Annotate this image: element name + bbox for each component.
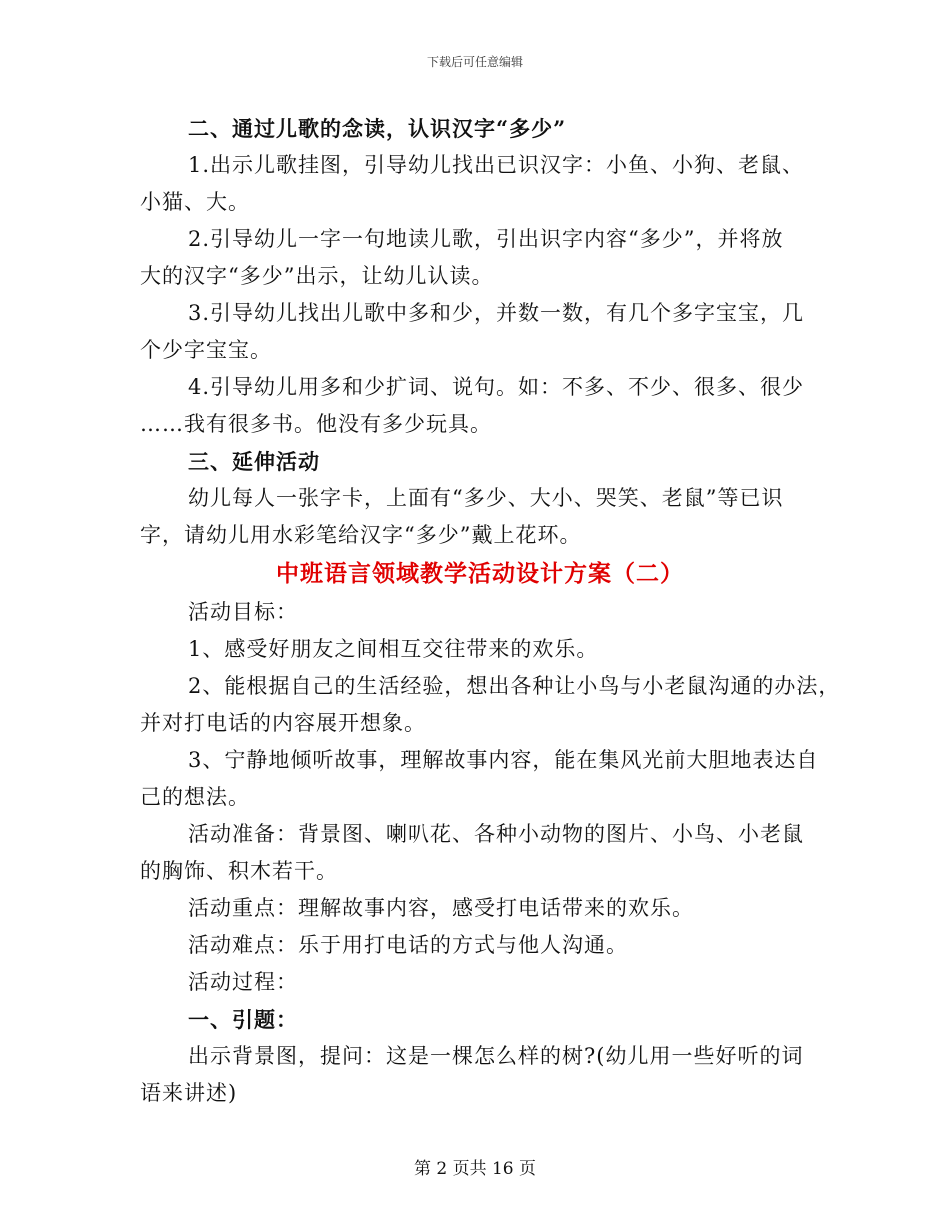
section-heading: 二、通过儿歌的念读，认识汉字“多少”: [188, 116, 567, 141]
paragraph-line: 2.引导幼儿一字一句地读儿歌，引出识字内容“多少”，并将放: [188, 227, 784, 251]
paragraph-line: 4.引导幼儿用多和少扩词、说句。如：不多、不少、很多、很少: [188, 375, 805, 399]
paragraph-line: 活动难点：乐于用打电话的方式与他人沟通。: [188, 933, 628, 957]
page-content: [140, 110, 841, 1112]
paragraph-line: 活动准备：背景图、喇叭花、各种小动物的图片、小鸟、小老鼠: [188, 822, 804, 846]
paragraph-line: 3、宁静地倾听故事，理解故事内容，能在集风光前大胆地表达自: [188, 748, 819, 772]
paragraph-line: 出示背景图，提问：这是一棵怎么样的树?(幼儿用一些好听的词: [188, 1044, 804, 1068]
paragraph-line: 己的想法。: [140, 785, 250, 809]
page-footer: 第 2 页共 16 页: [413, 1159, 537, 1179]
section-heading: 一、引题：: [188, 1007, 298, 1032]
plan-title: 中班语言领域教学活动设计方案（二）: [276, 560, 684, 587]
paragraph-line: 的胸饰、积木若干。: [140, 859, 338, 883]
paragraph-line: 活动重点：理解故事内容，感受打电话带来的欢乐。: [188, 896, 694, 920]
paragraph-line: 2、能根据自己的生活经验，想出各种让小鸟与小老鼠沟通的办法，: [188, 674, 841, 698]
paragraph-line: 1.出示儿歌挂图，引导幼儿找出已识汉字：小鱼、小狗、老鼠、: [188, 153, 805, 177]
paragraph-line: 并对打电话的内容展开想象。: [140, 711, 426, 735]
paragraph-line: 字，请幼儿用水彩笔给汉字“多少”戴上花环。: [140, 523, 582, 547]
paragraph-line: 小猫、大。: [140, 190, 250, 214]
paragraph-line: ……我有很多书。他没有多少玩具。: [140, 412, 492, 436]
paragraph-line: 3.引导幼儿找出儿歌中多和少，并数一数，有几个多字宝宝，几: [188, 301, 805, 325]
paragraph-line: 幼儿每人一张字卡，上面有“多少、大小、哭笑、老鼠”等已识: [188, 486, 784, 510]
paragraph-line: 1、感受好朋友之间相互交往带来的欢乐。: [188, 637, 599, 661]
paragraph-line: 大的汉字“多少”出示，让幼儿认读。: [140, 264, 494, 288]
paragraph-line: 个少字宝宝。: [140, 338, 272, 362]
page-header: 下载后可任意编辑: [426, 55, 523, 69]
goals-label: 活动目标：: [188, 600, 298, 624]
process-label: 活动过程：: [188, 970, 298, 994]
section-heading: 三、延伸活动: [188, 449, 320, 474]
paragraph-line: 语来讲述): [140, 1081, 238, 1105]
